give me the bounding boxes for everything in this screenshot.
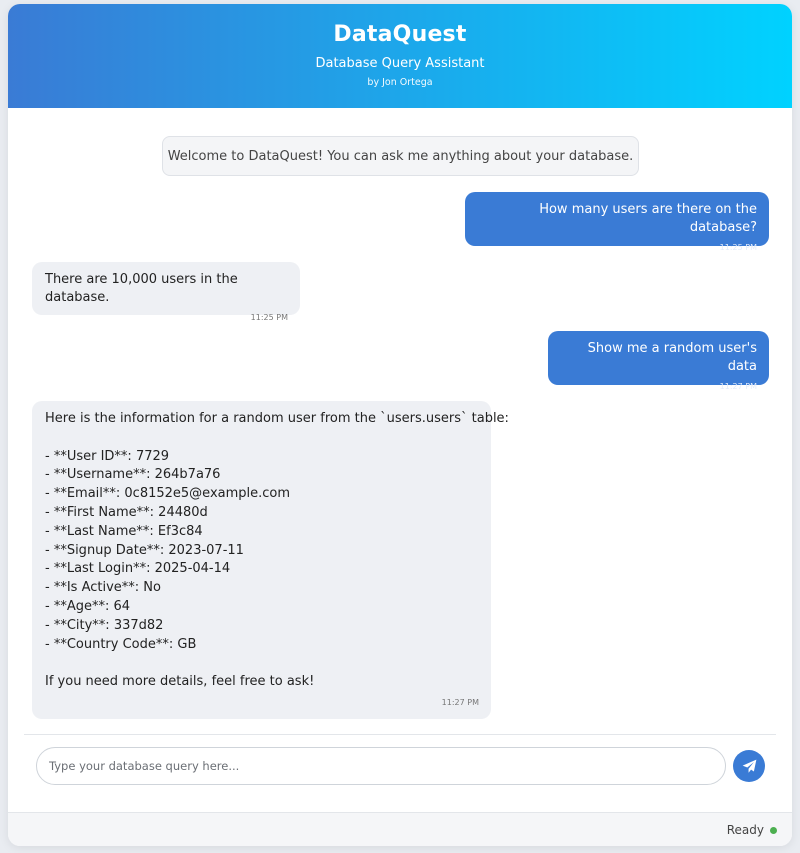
app-window [8, 4, 792, 846]
message-line: - **Signup Date**: 2023-07-11 [45, 542, 244, 558]
query-input[interactable] [36, 747, 726, 785]
paper-plane-icon [742, 759, 757, 774]
message-line: - **City**: 337d82 [45, 617, 164, 633]
message-text: How many users are there on the database? [539, 202, 757, 235]
message-line: - **Last Name**: Ef3c84 [45, 523, 203, 539]
message-line: If you need more details, feel free to ask! [45, 674, 315, 690]
header [8, 4, 792, 108]
status-bar [8, 812, 792, 846]
message-line: - **Last Login**: 2025-04-14 [45, 561, 231, 577]
user-message [548, 331, 769, 391]
message-line: - **Email**: 0c8152e5@example.com [45, 486, 291, 502]
message-line: - **First Name**: 24480d [45, 504, 208, 520]
message-time: 11:27 PM [441, 697, 479, 707]
message-line: Here is the information for a random user from the `users.users` table: [45, 411, 509, 426]
message-line: - **User ID**: 7729 [45, 448, 170, 464]
message-line: - **Age**: 64 [45, 598, 131, 614]
user-message [465, 192, 769, 252]
send-button[interactable] [733, 750, 765, 782]
input-area [24, 734, 776, 812]
chat-area[interactable] [8, 108, 792, 734]
assistant-message [32, 401, 509, 719]
message-text: Show me a random user's data [587, 341, 757, 374]
message-time: 11:25 PM [719, 243, 757, 252]
message-line [45, 429, 479, 448]
message-line [45, 654, 479, 673]
message-line: - **Country Code**: GB [45, 636, 197, 652]
welcome-message: Welcome to DataQuest! You can ask me anything about your database. [162, 136, 639, 176]
app-author: by Jon Ortega [367, 77, 433, 88]
assistant-message [32, 262, 300, 322]
message-text: There are 10,000 users in the database. [45, 272, 238, 305]
status-indicator-icon [770, 827, 777, 834]
status-text: Ready [726, 823, 764, 837]
message-line: - **Is Active**: No [45, 580, 161, 596]
app-subtitle: Database Query Assistant [315, 56, 485, 71]
message-time: 11:27 PM [719, 382, 757, 391]
message-line: - **Username**: 264b7a76 [45, 467, 221, 483]
app-title: DataQuest [333, 22, 467, 47]
message-time: 11:25 PM [250, 313, 288, 322]
